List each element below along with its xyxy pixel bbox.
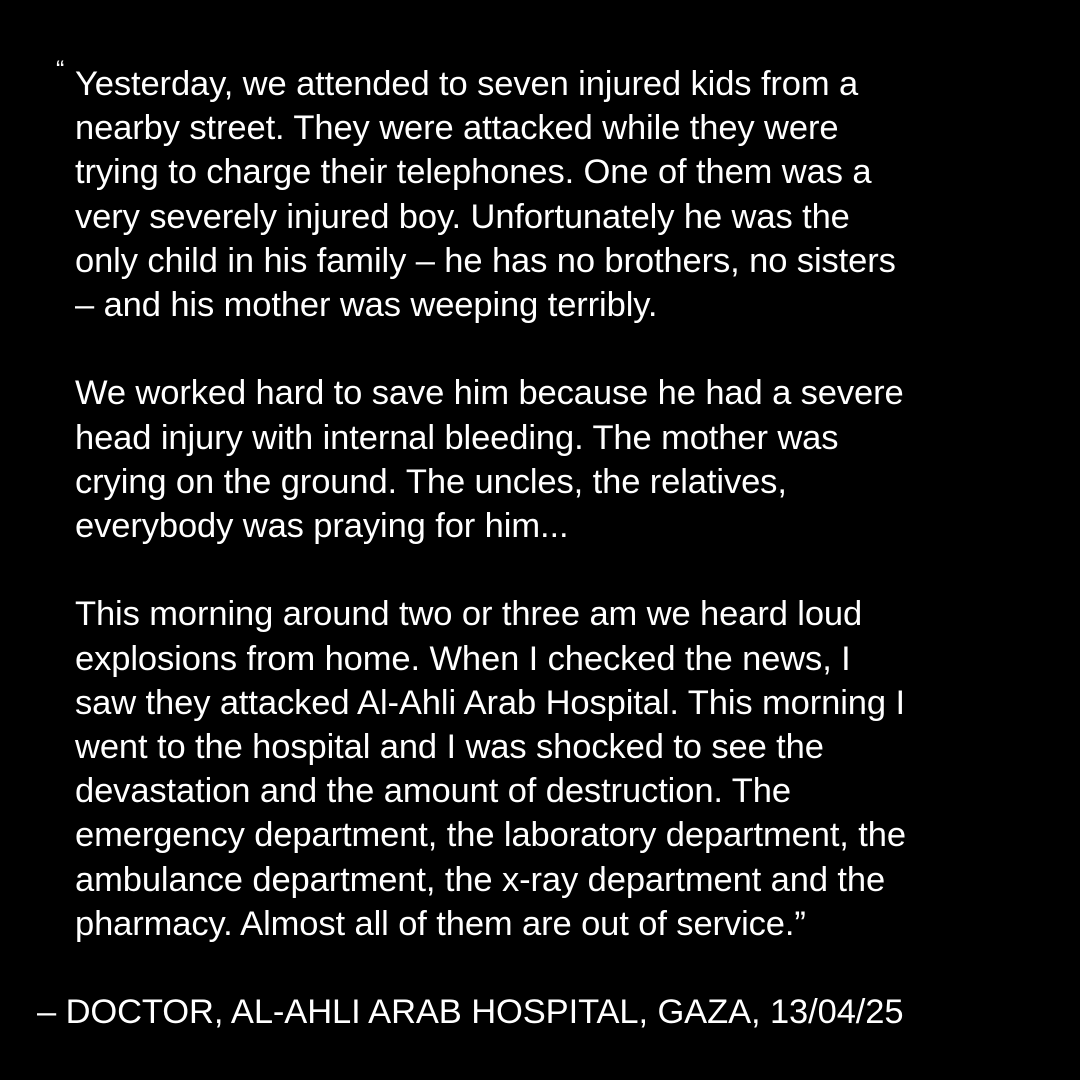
quote-line: – and his mother was weeping terribly. [75,286,658,325]
quote-line: crying on the ground. The uncles, the relatives, [75,462,787,501]
quote-line: head injury with internal bleeding. The mother was [75,418,839,457]
quote-line: Yesterday, we attended to seven injured kids from a [75,65,859,103]
quote-line: pharmacy. Almost all of them are out of service.” [75,904,806,943]
open-quote-mark: “ [56,56,65,84]
quote-paragraph-3 [75,592,1045,946]
attribution: – DOCTOR, AL-AHLI ARAB HOSPITAL, GAZA, 13/04/25 [37,993,904,1031]
quote-line: emergency department, the laboratory department, the [75,816,906,855]
quote-line: saw they attacked Al-Ahli Arab Hospital. This morning I [75,683,905,722]
quote-line: everybody was praying for him... [75,507,569,546]
quote-line: went to the hospital and I was shocked to see the [75,728,824,767]
quote-line: trying to charge their telephones. One of them was a [75,153,872,192]
quote-line: devastation and the amount of destruction. The [75,772,791,811]
quote-line: We worked hard to save him because he had a severe [75,374,904,413]
paragraph-gap [75,548,1045,592]
quote-line: explosions from home. When I checked the news, I [75,639,851,678]
quote-line: very severely injured boy. Unfortunately he was the [75,197,850,236]
quote-paragraph-1 [75,62,1045,327]
quote-text [75,62,1045,946]
quote-paragraph-2 [75,371,1045,548]
quote-line: This morning around two or three am we heard loud [75,595,863,634]
quote-line: ambulance department, the x-ray department and the [75,860,886,899]
paragraph-gap [75,327,1045,371]
quote-line: nearby street. They were attacked while they were [75,109,839,148]
quote-line: only child in his family – he has no brothers, no sisters [75,241,896,280]
